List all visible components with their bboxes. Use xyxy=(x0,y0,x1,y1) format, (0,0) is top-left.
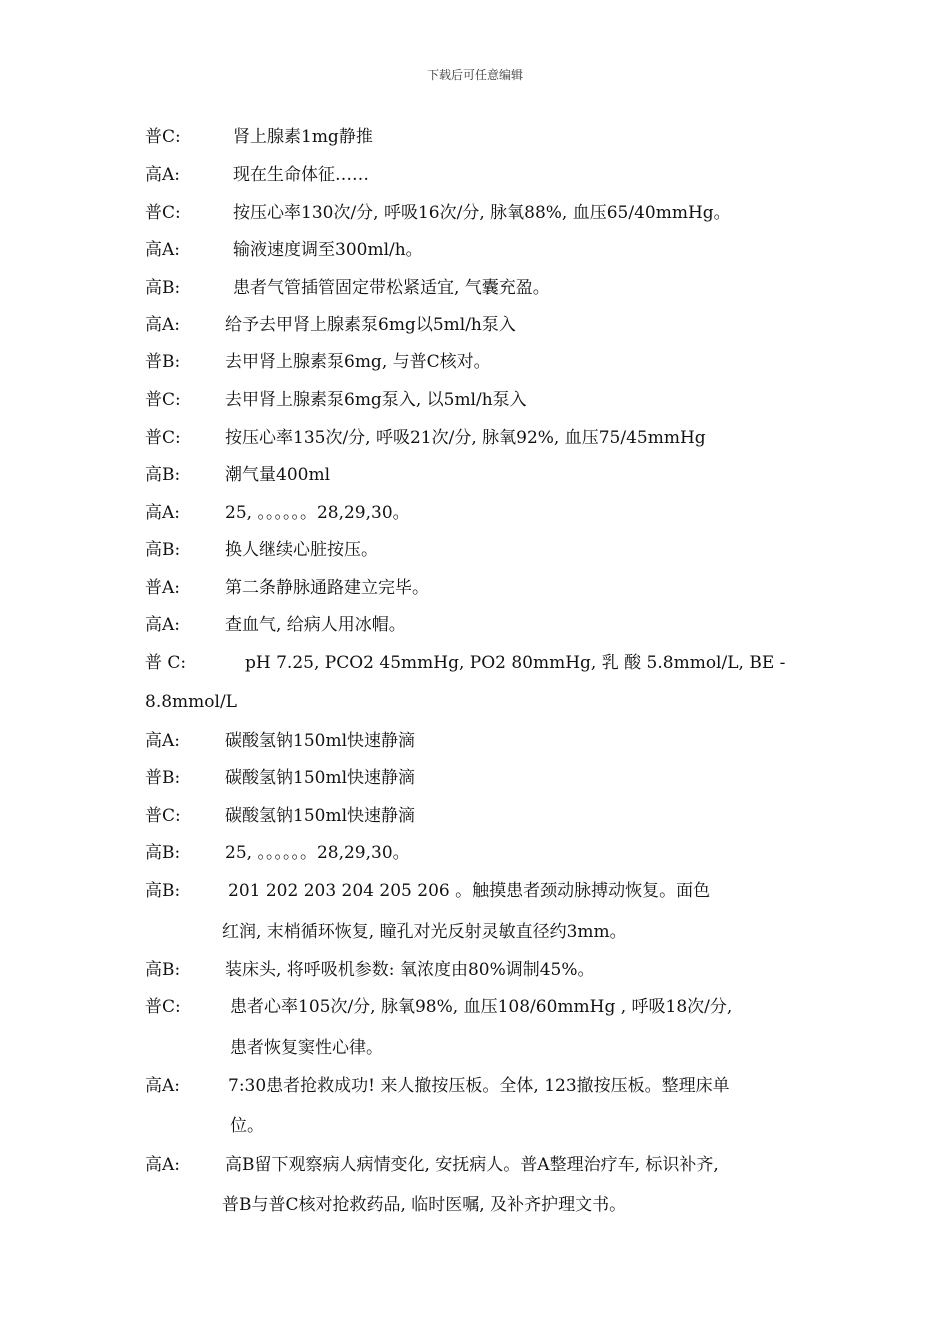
line-text: 25, 。。。。。。28,29,30。 xyxy=(225,843,410,863)
line-text: 碳酸氢钠150ml快速静滴 xyxy=(225,731,416,751)
line-text: 碳酸氢钠150ml快速静滴 xyxy=(225,806,416,826)
line-text: 7:30患者抢救成功! 来人撤按压板。全体, 123撤按压板。整理床单 xyxy=(228,1076,730,1096)
line-text: 按压心率135次/分, 呼吸21次/分, 脉氧92%, 血压75/45mmHg xyxy=(225,428,706,448)
line-text: 现在生命体征…… xyxy=(233,165,369,185)
page-header: 下载后可任意编辑 xyxy=(426,68,523,82)
speaker-label: 高B: xyxy=(145,465,181,485)
line-text: 去甲肾上腺素泵6mg泵入, 以5ml/h泵入 xyxy=(225,390,527,410)
bloodgas-line xyxy=(145,653,786,673)
line-continuation: 位。 xyxy=(230,1116,264,1136)
line-text: 装床头, 将呼吸机参数: 氧浓度由80%调制45%。 xyxy=(225,960,595,980)
speaker-label: 高B: xyxy=(145,843,181,863)
speaker-label: 高A: xyxy=(145,240,181,260)
line-text: 给予去甲肾上腺素泵6mg以5ml/h泵入 xyxy=(225,315,516,335)
speaker-label: 高A: xyxy=(145,1155,181,1175)
line-text: 高B留下观察病人病情变化, 安抚病人。普A整理治疗车, 标识补齐, xyxy=(225,1155,719,1175)
speaker-label: 普B: xyxy=(145,352,181,372)
line-text: 肾上腺素1mg静推 xyxy=(233,127,373,147)
line-text: 201 202 203 204 205 206 。触摸患者颈动脉搏动恢复。面色 xyxy=(228,881,711,901)
line-text: 输液速度调至300ml/h。 xyxy=(233,240,423,260)
line-text: 潮气量400ml xyxy=(225,465,331,485)
speaker-label: 高A: xyxy=(145,731,181,751)
speaker-label: 高B: xyxy=(145,540,181,560)
speaker-label: 普C: xyxy=(145,203,181,223)
speaker-label: 普C: xyxy=(145,806,181,826)
line-text: 去甲肾上腺素泵6mg, 与普C核对。 xyxy=(225,352,491,372)
speaker-label: 普C: xyxy=(145,127,181,147)
line-text: 查血气, 给病人用冰帽。 xyxy=(225,615,406,635)
bloodgas-text: pH 7.25, PCO2 45mmHg, PO2 80mmHg, 乳 酸 5.8mmol/L, BE - xyxy=(245,653,786,673)
speaker-label: 高B: xyxy=(145,278,181,298)
line-text: 按压心率130次/分, 呼吸16次/分, 脉氧88%, 血压65/40mmHg。 xyxy=(233,203,731,223)
speaker-label: 普A: xyxy=(145,578,181,598)
line-text: 患者心率105次/分, 脉氧98%, 血压108/60mmHg , 呼吸18次/分, xyxy=(230,997,733,1017)
speaker-label: 高A: xyxy=(145,615,181,635)
speaker-label: 高A: xyxy=(145,165,181,185)
line-text: 25, 。。。。。。28,29,30。 xyxy=(225,503,410,523)
speaker-label: 普C: xyxy=(145,428,181,448)
line-text: 第二条静脉通路建立完毕。 xyxy=(225,578,429,598)
line-continuation: 普B与普C核对抢救药品, 临时医嘱, 及补齐护理文书。 xyxy=(222,1195,627,1215)
speaker-label: 普B: xyxy=(145,768,181,788)
speaker-label: 高A: xyxy=(145,315,181,335)
speaker-label: 高B: xyxy=(145,881,181,901)
line-continuation: 红润, 末梢循环恢复, 瞳孔对光反射灵敏直径约3mm。 xyxy=(222,922,627,942)
speaker-label: 高A: xyxy=(145,503,181,523)
speaker-label: 普 C: xyxy=(145,653,187,673)
bloodgas-continuation: 8.8mmol/L xyxy=(145,692,237,712)
line-text: 碳酸氢钠150ml快速静滴 xyxy=(225,768,416,788)
line-continuation: 患者恢复窦性心律。 xyxy=(230,1038,383,1058)
speaker-label: 高A: xyxy=(145,1076,181,1096)
line-text: 换人继续心脏按压。 xyxy=(225,540,378,560)
speaker-label: 普C: xyxy=(145,997,181,1017)
speaker-label: 高B: xyxy=(145,960,181,980)
line-text: 患者气管插管固定带松紧适宜, 气囊充盈。 xyxy=(233,278,550,298)
speaker-label: 普C: xyxy=(145,390,181,410)
